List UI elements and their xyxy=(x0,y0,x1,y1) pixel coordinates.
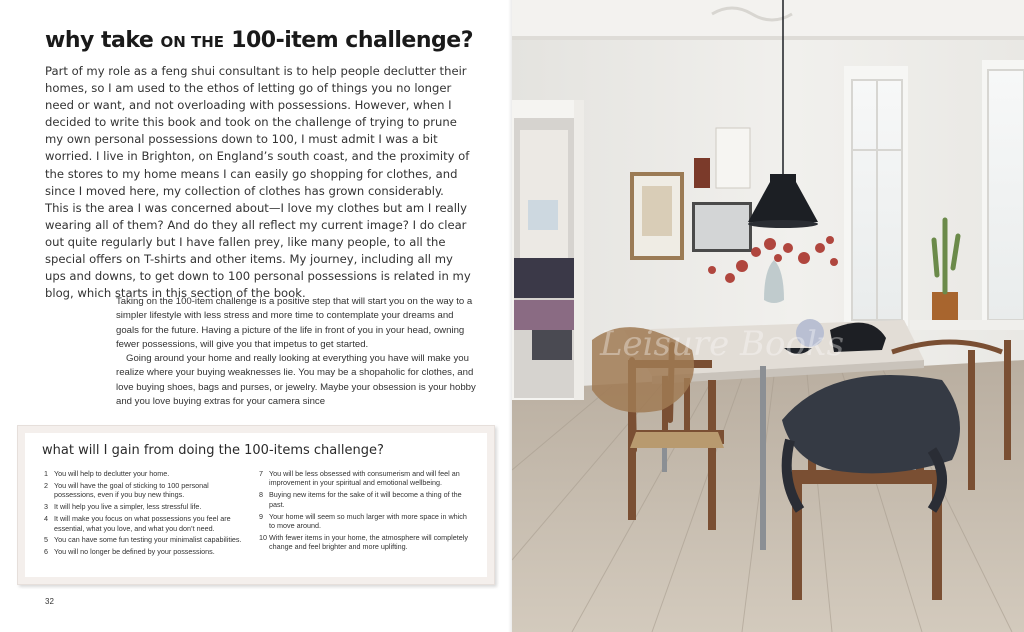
benefit-number: 10 xyxy=(259,532,267,542)
body-text xyxy=(116,295,476,409)
headline-small-caps: ON THE xyxy=(160,33,225,51)
body-paragraph-1: Taking on the 100-item challenge is a positive step that will start you on the way to a simpler lifestyle with less stress and more time to contemplate your dreams and goals for the future. Having a picture of the life in front of you in your head, owning fewer possessions, will give you that impetus to get started. xyxy=(116,296,473,350)
benefit-item xyxy=(259,512,471,531)
benefit-item xyxy=(259,469,471,488)
challenge-benefits-box xyxy=(17,425,495,585)
callout-title: what will I gain from doing the 100-items challenge? xyxy=(42,443,384,458)
page-headline xyxy=(45,28,485,53)
headline-tail: 100-item challenge? xyxy=(224,28,473,53)
benefit-text: You will be less obsessed with consumerism and will feel an improvement in your spiritual and emotional wellbeing. xyxy=(269,469,460,488)
benefit-item xyxy=(44,469,252,478)
benefit-item xyxy=(44,481,252,500)
benefit-text: You can have some fun testing your minimalist capabilities. xyxy=(54,535,242,545)
benefit-text: It will help you live a simpler, less stressful life. xyxy=(54,502,202,512)
body-paragraph-2: Going around your home and really looking at everything you have will make you realize where your buying weaknesses lie. You may be a shopaholic for clothes, and love buying shoes, bags and purses, or jewelry. Maybe your obsession is your hobby and you love buying extras for your camera since xyxy=(116,353,476,408)
benefit-number: 7 xyxy=(259,469,263,478)
benefit-item xyxy=(44,502,252,511)
page-number: 32 xyxy=(45,597,54,606)
photo-watermark: Leisure Books xyxy=(599,324,845,364)
benefit-number: 4 xyxy=(44,514,48,524)
benefit-number: 5 xyxy=(44,535,48,545)
benefit-item xyxy=(259,533,471,552)
benefit-item xyxy=(44,547,252,556)
benefit-number: 6 xyxy=(44,547,48,557)
benefit-item xyxy=(44,514,252,533)
benefit-text: You will have the goal of sticking to 100 personal possessions, even if you buy new things. xyxy=(54,480,209,500)
benefit-number: 3 xyxy=(44,502,48,512)
benefit-number: 2 xyxy=(44,480,48,490)
benefit-text: You will no longer be defined by your possessions. xyxy=(54,547,215,557)
benefit-text: Buying new items for the sake of it will become a thing of the past. xyxy=(269,490,462,509)
benefit-text: It will make you focus on what possessions you feel are essential, what you love, and what you don’t need. xyxy=(54,514,231,533)
benefit-text: With fewer items in your home, the atmosphere will completely change and feel brighter and more uplifting. xyxy=(269,532,468,552)
benefits-list-left xyxy=(44,469,252,559)
dining-room-photo xyxy=(512,0,1024,632)
benefit-item xyxy=(44,535,252,544)
callout-panel xyxy=(25,433,487,577)
benefits-list-right xyxy=(259,469,471,554)
benefit-text: You will help to declutter your home. xyxy=(54,469,170,478)
benefit-number: 1 xyxy=(44,469,48,478)
benefit-item xyxy=(259,490,471,509)
benefit-number: 9 xyxy=(259,511,263,521)
benefit-number: 8 xyxy=(259,490,263,500)
headline-lead: why take xyxy=(45,28,161,53)
intro-paragraph: Part of my role as a feng shui consultant is to help people declutter their homes, so I am used to the ethos of letting go of things you no longer need or want, and not overloading with possessions. However, when I decided to write this book and took on the challenge of trying to prune my own personal possessions down to 100, I must admit I was a bit worried. I live in Brighton, on England’s south coast, and the proximity of the stores to my home means I can easily go shopping for clothes, and since I moved here, my collection of clothes has grown considerably. This is the area I was concerned about—I love my clothes but am I really wearing all of them? And do they all reflect my current image? I do clear out quite regularly but I have fallen prey, like many people, to all the special offers on T-shirts and other items. My journey, including all my ups and downs, to get down to 100 personal possessions is related in my blog, which starts in this section of the book. xyxy=(45,64,471,301)
benefit-text: Your home will seem so much larger with more space in which to move around. xyxy=(269,511,467,531)
